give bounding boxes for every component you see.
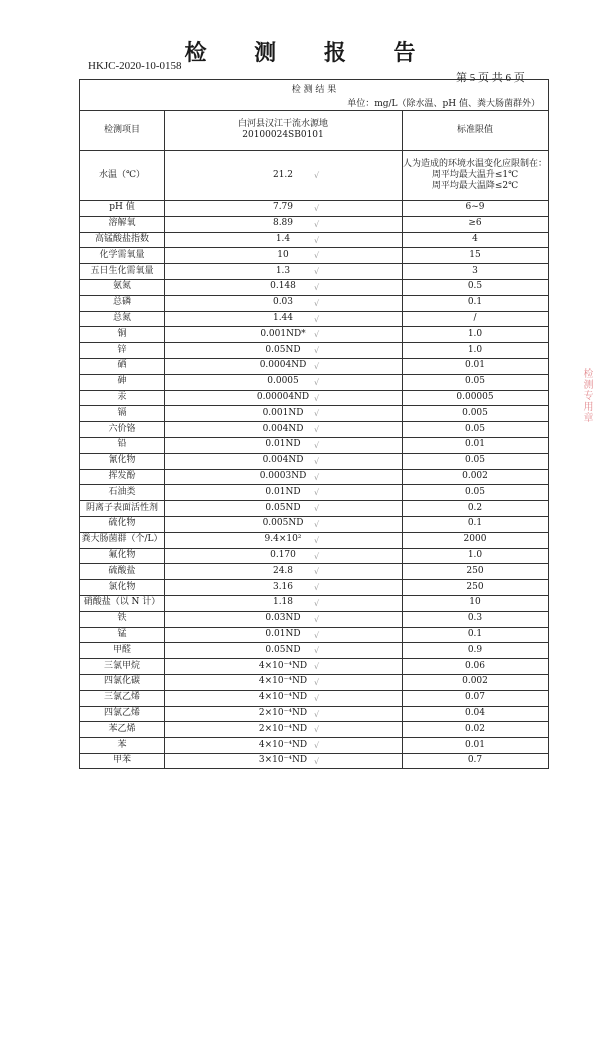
cell-limit: 0.01 [464, 360, 486, 371]
cell-limit: 0.05 [464, 423, 486, 434]
cell-limit: 0.05 [464, 455, 486, 466]
cell-value: 0.05ND [265, 644, 301, 655]
cell-limit: 0.05 [464, 486, 486, 497]
cell-value: 4×10⁻⁴ND [258, 739, 308, 750]
check-mark-icon: √ [314, 551, 320, 561]
check-mark-icon: √ [314, 267, 320, 277]
cell-limit: 0.01 [464, 439, 486, 450]
check-mark-icon: √ [314, 456, 320, 466]
cell-item: 三氯乙烯 [103, 692, 140, 703]
check-mark-icon: √ [314, 741, 320, 751]
check-mark-icon: √ [314, 393, 320, 403]
cell-value: 24.8 [272, 565, 294, 576]
cell-value: 0.001ND* [260, 328, 306, 339]
cell-item: 溶解氧 [108, 218, 136, 229]
limit-line: 周平均最大温降≤2℃ [431, 180, 519, 191]
cell-value: 0.01ND [265, 439, 301, 450]
cell-limit: 0.7 [467, 755, 483, 766]
cell-limit: ≥6 [468, 218, 482, 229]
check-mark-icon: √ [314, 472, 320, 482]
check-mark-icon: √ [314, 677, 320, 687]
cell-item: 铁 [117, 613, 127, 624]
header-sample [164, 110, 402, 150]
cell-value: 0.05ND [265, 502, 301, 513]
cell-item: 铜 [117, 328, 127, 339]
cell-value: 0.004ND [262, 423, 304, 434]
check-mark-icon: √ [314, 346, 320, 356]
check-mark-icon: √ [314, 251, 320, 261]
check-mark-icon: √ [314, 409, 320, 419]
cell-limit: 0.1 [467, 628, 483, 639]
cell-value: 3×10⁻⁴ND [258, 755, 308, 766]
cell-item: 氯化物 [108, 581, 136, 592]
cell-limit: 0.02 [464, 723, 486, 734]
cell-value: 4×10⁻⁴ND [258, 660, 308, 671]
cell-item: 五日生化需氧量 [90, 265, 154, 276]
check-mark-icon: √ [314, 361, 320, 371]
check-mark-icon: √ [314, 725, 320, 735]
cell-item: 锰 [117, 628, 127, 639]
report-number: HKJC-2020-10-0158 [88, 60, 182, 72]
cell-limit: 3 [472, 265, 478, 276]
cell-item: 阴离子表面活性剂 [85, 502, 158, 513]
cell-item: 甲醛 [112, 644, 131, 655]
cell-limit: 0.07 [464, 692, 486, 703]
check-mark-icon: √ [314, 425, 320, 435]
cell-limit: 0.01 [464, 739, 486, 750]
cell-item: 氟化物 [108, 549, 136, 560]
cell-limit: 0.1 [467, 518, 483, 529]
cell-item: 硝酸盐（以 N 计） [83, 597, 161, 608]
page-number: 第 5 页 共 6 页 [456, 72, 525, 84]
check-mark-icon: √ [314, 171, 320, 180]
cell-value: 1.44 [272, 312, 294, 323]
cell-value: 21.2 [272, 169, 294, 180]
check-mark-icon: √ [314, 504, 320, 514]
check-mark-icon: √ [314, 330, 320, 340]
cell-value: 4×10⁻⁴ND [258, 692, 308, 703]
cell-limit: 0.002 [462, 676, 488, 687]
cell-value: 0.001ND [262, 407, 304, 418]
cell-value: 1.18 [272, 597, 294, 608]
limit-line: 人为造成的环境水温变化应限制在： [402, 158, 547, 169]
cell-value: 0.03ND [265, 613, 301, 624]
cell-limit: 0.005 [462, 407, 488, 418]
check-mark-icon: √ [314, 709, 320, 719]
cell-item: 六价铬 [108, 423, 136, 434]
cell-item: pH 值 [109, 202, 135, 213]
limit-line: 周平均最大温升≤1℃ [431, 169, 519, 180]
column-divider [164, 110, 165, 768]
cell-value: 0.00004ND [256, 391, 310, 402]
check-mark-icon: √ [314, 567, 320, 577]
cell-value: 0.03 [272, 297, 294, 308]
cell-item: 石油类 [108, 486, 136, 497]
check-mark-icon: √ [314, 756, 320, 766]
header-item: 检测项目 [103, 124, 140, 135]
cell-limit: 6~9 [465, 202, 485, 213]
cell-limit: 0.3 [467, 613, 483, 624]
check-mark-icon: √ [314, 519, 320, 529]
check-mark-icon: √ [314, 203, 320, 213]
cell-value: 0.148 [270, 281, 296, 292]
cell-value: 7.79 [272, 202, 294, 213]
inspection-stamp: 检测专用章 [581, 368, 592, 423]
cell-value: 2×10⁻⁴ND [258, 723, 308, 734]
cell-limit: 1.0 [467, 344, 483, 355]
cell-limit: / [473, 312, 477, 323]
check-mark-icon: √ [314, 630, 320, 640]
cell-limit: 0.9 [467, 644, 483, 655]
results-table [79, 79, 549, 769]
cell-item: 汞 [117, 391, 127, 402]
cell-limit: 1.0 [467, 328, 483, 339]
cell-limit: 0.00005 [456, 391, 494, 402]
cell-item: 镉 [117, 407, 127, 418]
cell-value: 2×10⁻⁴ND [258, 707, 308, 718]
cell-limit: 15 [469, 249, 481, 260]
check-mark-icon: √ [314, 377, 320, 387]
cell-value: 10 [277, 249, 289, 260]
cell-item: 铅 [117, 439, 127, 450]
cell-value: 0.004ND [262, 455, 304, 466]
cell-value: 8.89 [272, 218, 294, 229]
check-mark-icon: √ [314, 646, 320, 656]
check-mark-icon: √ [314, 235, 320, 245]
sample-location: 白河县汉江干流水源地 [237, 119, 328, 129]
cell-limit: 10 [469, 597, 481, 608]
cell-limit: 0.2 [467, 502, 483, 513]
cell-item: 总磷 [112, 297, 131, 308]
check-mark-icon: √ [314, 614, 320, 624]
cell-item: 水温（℃） [98, 169, 146, 180]
cell-item: 粪大肠菌群（个/L） [81, 534, 163, 545]
cell-limit: 0.1 [467, 297, 483, 308]
check-mark-icon: √ [314, 598, 320, 608]
cell-limit: 0.05 [464, 376, 486, 387]
cell-value: 0.01ND [265, 486, 301, 497]
header-limit: 标准限值 [456, 124, 493, 135]
cell-item: 氨氮 [112, 281, 131, 292]
cell-limit: 0.04 [464, 707, 486, 718]
cell-item: 氰化物 [108, 455, 136, 466]
cell-value: 1.4 [275, 233, 291, 244]
check-mark-icon: √ [314, 282, 320, 292]
cell-item: 挥发酚 [108, 470, 136, 481]
cell-limit: 250 [466, 581, 484, 592]
check-mark-icon: √ [314, 488, 320, 498]
cell-limit: 250 [466, 565, 484, 576]
check-mark-icon: √ [314, 298, 320, 308]
column-divider [402, 110, 403, 768]
cell-item: 砷 [117, 376, 127, 387]
cell-item: 锌 [117, 344, 127, 355]
cell-item: 化学需氧量 [99, 249, 145, 260]
cell-item: 硒 [117, 360, 127, 371]
cell-item: 高锰酸盐指数 [94, 233, 149, 244]
check-mark-icon: √ [314, 314, 320, 324]
check-mark-icon: √ [314, 583, 320, 593]
sample-id: 20100024SB0101 [242, 130, 324, 140]
cell-item: 四氯乙烯 [103, 707, 140, 718]
cell-value: 4×10⁻⁴ND [258, 676, 308, 687]
cell-value: 0.0004ND [259, 360, 307, 371]
cell-limit: 1.0 [467, 549, 483, 560]
cell-value: 1.3 [275, 265, 291, 276]
cell-value: 0.05ND [265, 344, 301, 355]
cell-value: 0.005ND [262, 518, 304, 529]
cell-value: 3.16 [272, 581, 294, 592]
check-mark-icon: √ [314, 662, 320, 672]
cell-limit: 0.5 [467, 281, 483, 292]
cell-limit: 2000 [463, 534, 487, 545]
report-title: 检 测 报 告 [184, 40, 436, 66]
cell-value: 0.170 [270, 549, 296, 560]
cell-value: 0.01ND [265, 628, 301, 639]
section-title: 检 测 结 果 [291, 85, 337, 95]
cell-limit: 0.06 [464, 660, 486, 671]
cell-item: 四氯化碳 [103, 676, 140, 687]
cell-item: 总氮 [112, 312, 131, 323]
cell-item: 甲苯 [112, 755, 131, 766]
unit-note: 单位：mg/L（除水温、pH 值、粪大肠菌群外） [347, 99, 540, 109]
cell-limit: 4 [472, 233, 478, 244]
cell-item: 硫酸盐 [108, 565, 136, 576]
cell-item: 苯 [117, 739, 127, 750]
cell-item: 三氯甲烷 [103, 660, 140, 671]
check-mark-icon: √ [314, 440, 320, 450]
cell-item: 硫化物 [108, 518, 136, 529]
cell-limit: 0.002 [462, 470, 488, 481]
check-mark-icon: √ [314, 535, 320, 545]
check-mark-icon: √ [314, 693, 320, 703]
check-mark-icon: √ [314, 219, 320, 229]
cell-value: 0.0005 [267, 376, 299, 387]
cell-value: 9.4×10² [264, 534, 302, 545]
cell-limit [402, 150, 548, 200]
cell-value: 0.0003ND [259, 470, 307, 481]
cell-item: 苯乙烯 [108, 723, 136, 734]
